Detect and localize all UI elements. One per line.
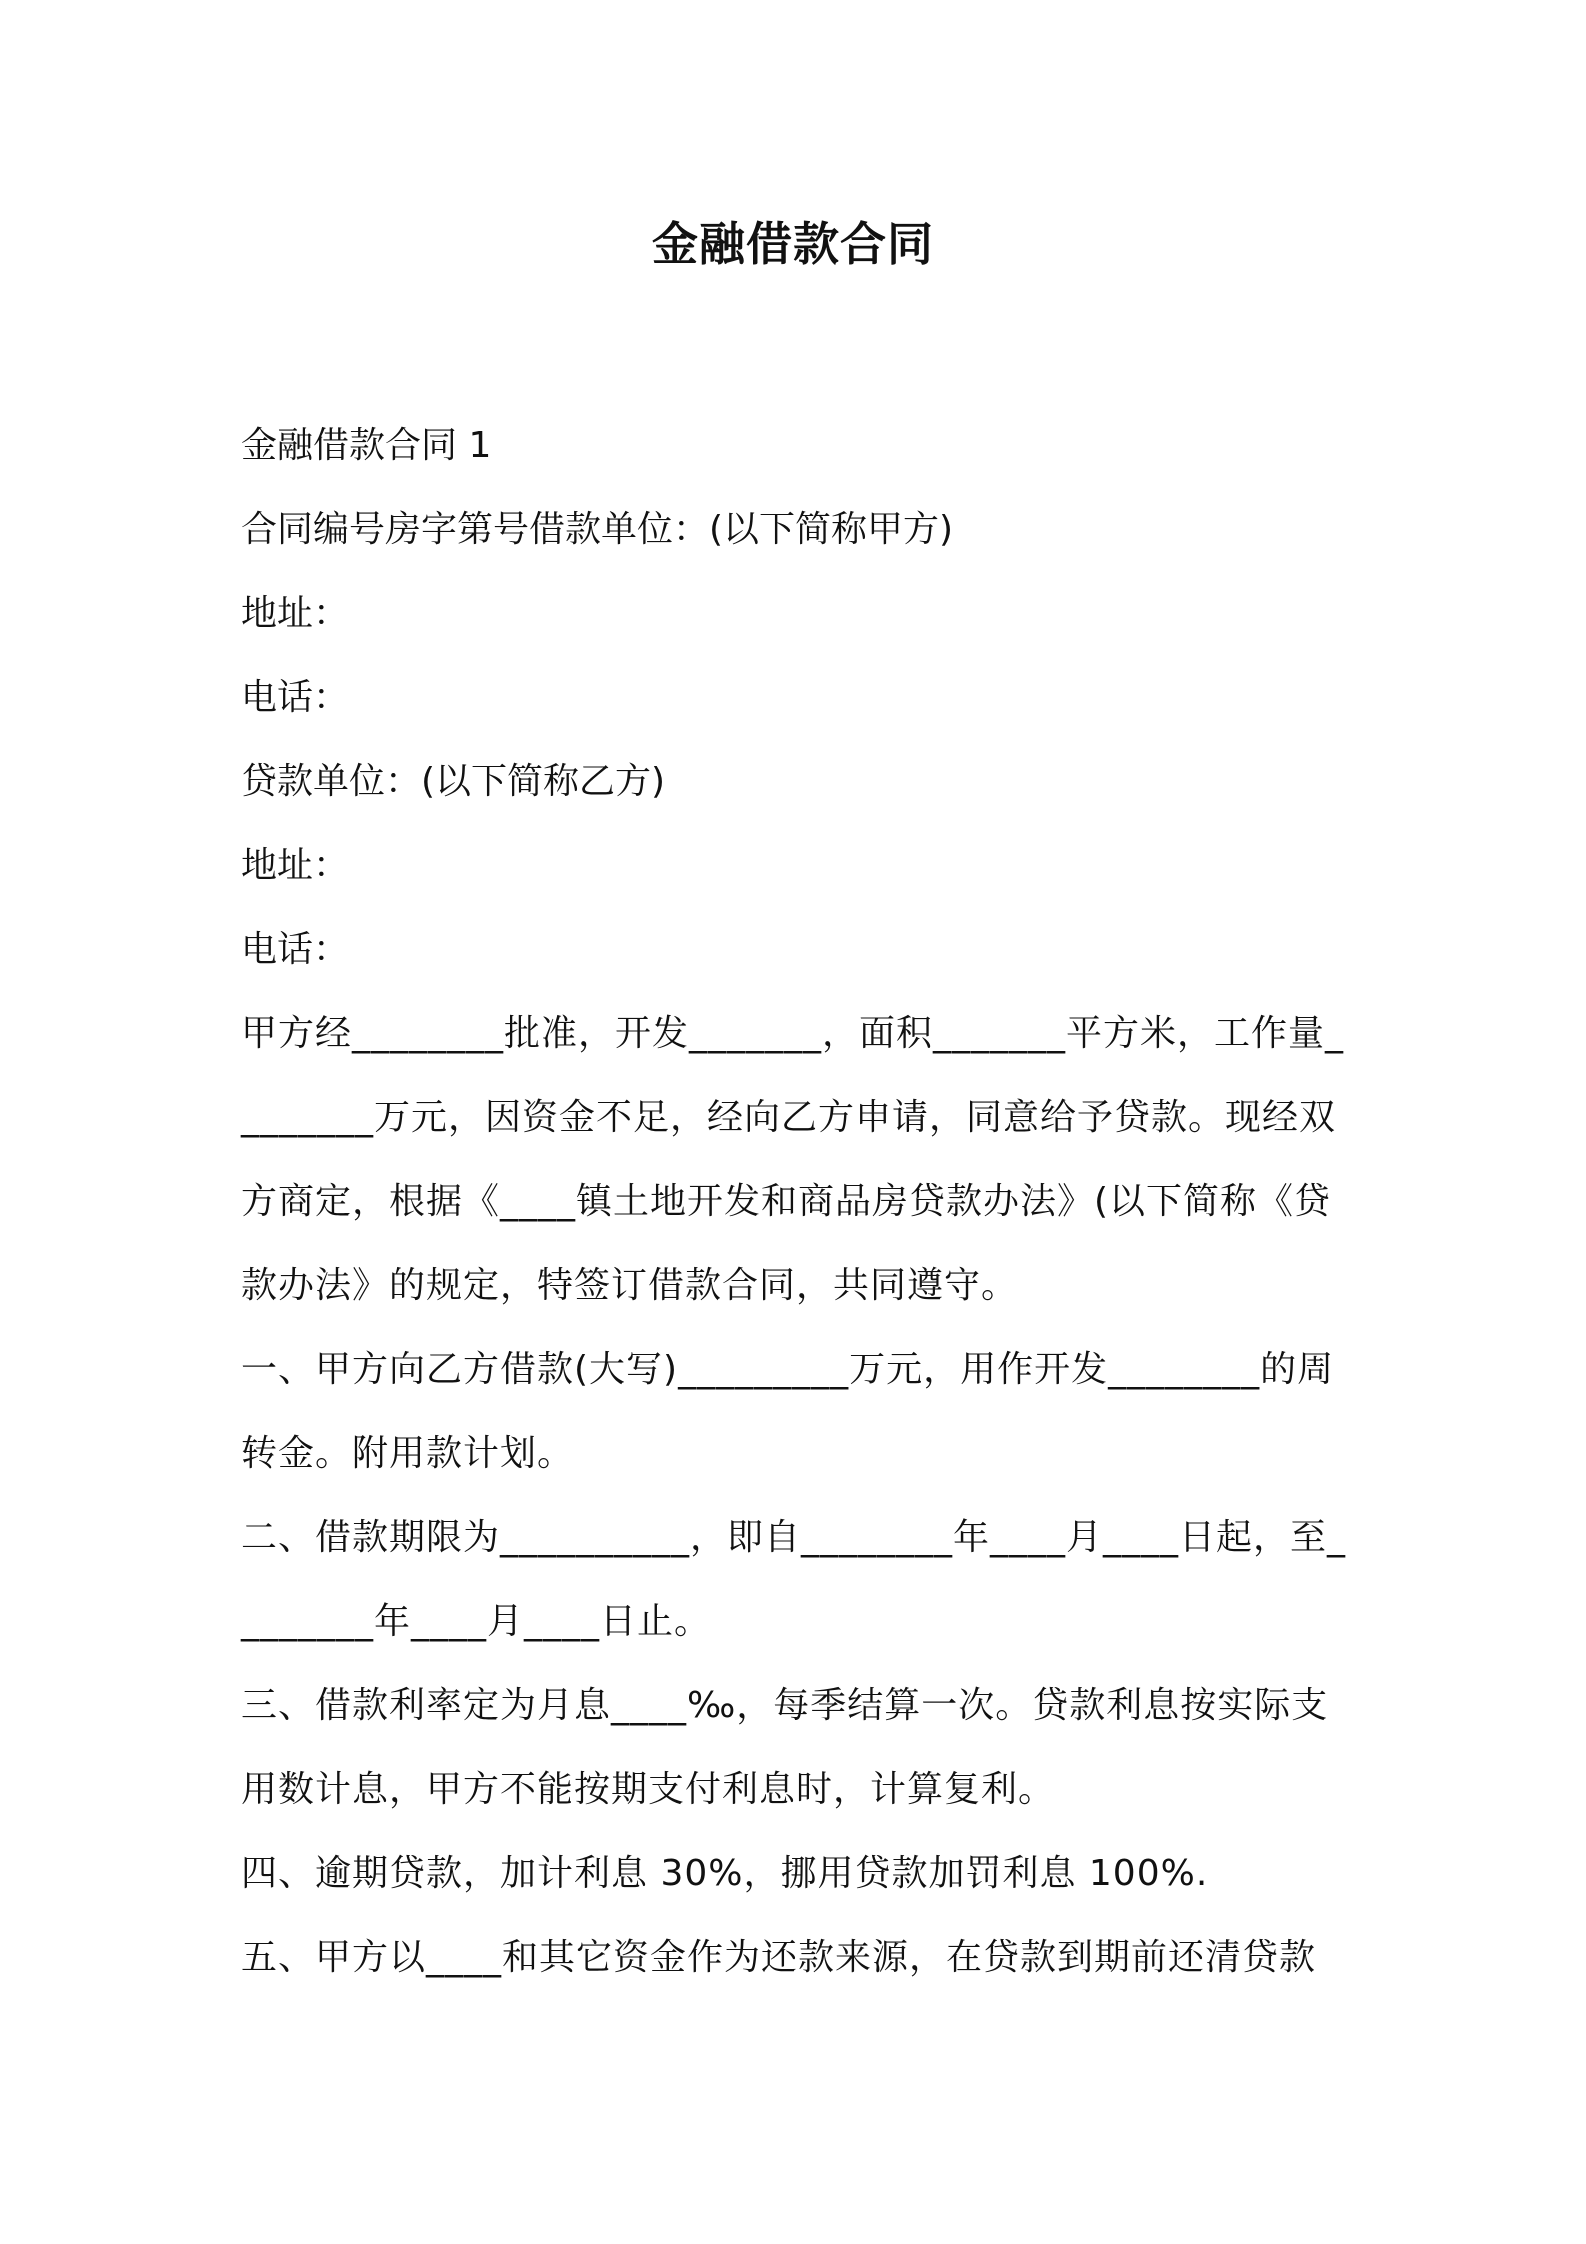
document-title: 金融借款合同 [652, 217, 934, 271]
lender-phone-line: 电话： [241, 929, 350, 970]
clause-4-paragraph: 四、逾期贷款，加计利息 30%，挪用贷款加罚利息 100%. [241, 1853, 1209, 1894]
borrower-phone-line: 电话： [241, 677, 350, 718]
borrower-line: 合同编号房字第号借款单位：(以下简称甲方) [241, 509, 954, 550]
clause-2-paragraph: 二、借款期限为__________，即自________年____月____日起，至________年____月____日止。 [241, 1517, 1347, 1642]
preamble-paragraph: 甲方经________批准，开发_______，面积_______平方米，工作量________万元，因资金不足，经向乙方申请，同意给予贷款。现经双方商定，根据《____镇土地开发和商品房贷款办法》(以下简称《贷款办法》的规定，特签订借款合同，共同遵守。 [241, 1013, 1345, 1306]
clause-5-paragraph: 五、甲方以____和其它资金作为还款来源，在贷款到期前还清贷款 [241, 1937, 1317, 1978]
clause-3-paragraph: 三、借款利率定为月息____‰，每季结算一次。贷款利息按实际支用数计息，甲方不能按期支付利息时，计算复利。 [241, 1685, 1329, 1810]
clause-1-paragraph: 一、甲方向乙方借款(大写)_________万元，用作开发________的周转金。附用款计划。 [241, 1349, 1335, 1474]
contract-number-heading: 金融借款合同 1 [241, 425, 492, 466]
lender-address-line: 地址： [241, 845, 350, 886]
document-body [241, 404, 1357, 2000]
lender-line: 贷款单位：(以下简称乙方) [241, 761, 666, 802]
borrower-address-line: 地址： [241, 593, 350, 634]
